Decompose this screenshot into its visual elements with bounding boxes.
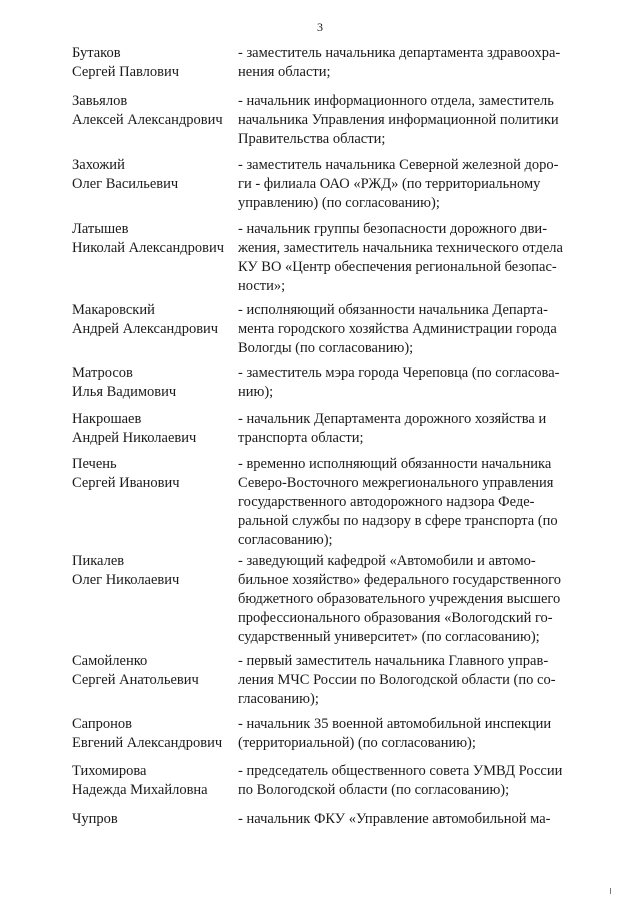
position-line: начальника Управления информационной политики: [238, 112, 559, 128]
member-surname: Латышев: [72, 221, 129, 237]
member-name: [72, 220, 242, 258]
member-given-names: Евгений Александрович: [72, 735, 223, 751]
position-line: ности»;: [238, 278, 286, 294]
position-line: (территориальной) (по согласованию);: [238, 735, 476, 751]
position-line: - начальник группы безопасности дорожного дви-: [238, 221, 548, 237]
member-name: [72, 652, 242, 690]
page-number: 3: [317, 20, 323, 34]
member-given-names: Олег Николаевич: [72, 572, 180, 588]
member-surname: Самойленко: [72, 653, 148, 669]
member-name: [72, 810, 242, 829]
member-given-names: Сергей Павлович: [72, 64, 180, 80]
member-surname: Бутаков: [72, 45, 121, 61]
member-position: [238, 301, 578, 358]
member-name: [72, 44, 242, 82]
position-line: - заведующий кафедрой «Автомобили и автомо-: [238, 553, 536, 569]
member-position: [238, 92, 578, 149]
position-line: нию);: [238, 384, 274, 400]
member-given-names: Андрей Николаевич: [72, 430, 197, 446]
member-given-names: Николай Александрович: [72, 240, 225, 256]
member-position: [238, 715, 578, 753]
position-line: Северо-Восточного межрегионального управления: [238, 475, 554, 491]
member-given-names: Надежда Михайловна: [72, 782, 208, 798]
member-surname: Накрошаев: [72, 411, 142, 427]
position-line: ральной службы по надзору в сфере транспорта (по: [238, 513, 558, 529]
member-given-names: Илья Вадимович: [72, 384, 177, 400]
position-line: государственного автодорожного надзора Феде-: [238, 494, 535, 510]
member-name: [72, 301, 242, 339]
position-line: мента городского хозяйства Администрации города: [238, 321, 557, 337]
position-line: сударственный университет» (по согласованию);: [238, 629, 540, 645]
position-line: - исполняющий обязанности начальника Департа-: [238, 302, 548, 318]
member-surname: Чупров: [72, 811, 118, 827]
member-name: [72, 92, 242, 130]
member-position: [238, 762, 578, 800]
member-surname: Завьялов: [72, 93, 128, 109]
member-position: [238, 220, 578, 296]
position-line: транспорта области;: [238, 430, 364, 446]
member-position: [238, 810, 578, 829]
position-line: КУ ВО «Центр обеспечения региональной безопас-: [238, 259, 557, 275]
member-name: [72, 156, 242, 194]
position-line: - временно исполняющий обязанности начальника: [238, 456, 552, 472]
position-line: Правительства области;: [238, 131, 386, 147]
position-line: нения области;: [238, 64, 331, 80]
member-position: [238, 410, 578, 448]
position-line: - заместитель начальника департамента здравоохра-: [238, 45, 561, 61]
member-given-names: Алексей Александрович: [72, 112, 223, 128]
member-name: [72, 715, 242, 753]
member-name: [72, 410, 242, 448]
position-line: по Вологодской области (по согласованию);: [238, 782, 510, 798]
member-surname: Сапронов: [72, 716, 133, 732]
member-given-names: Андрей Александрович: [72, 321, 219, 337]
position-line: управлению) (по согласованию);: [238, 195, 440, 211]
position-line: - первый заместитель начальника Главного управ-: [238, 653, 549, 669]
position-line: ги - филиала ОАО «РЖД» (по территориальному: [238, 176, 541, 192]
member-position: [238, 652, 578, 709]
member-position: [238, 44, 578, 82]
member-position: [238, 552, 578, 647]
member-surname: Макаровский: [72, 302, 155, 318]
member-surname: Захожий: [72, 157, 125, 173]
member-surname: Пикалев: [72, 553, 125, 569]
position-line: бюджетного образовательного учреждения высшего: [238, 591, 561, 607]
position-line: ления МЧС России по Вологодской области (по со-: [238, 672, 556, 688]
position-line: Вологды (по согласованию);: [238, 340, 414, 356]
member-name: [72, 552, 242, 590]
member-position: [238, 156, 578, 213]
member-given-names: Сергей Анатольевич: [72, 672, 199, 688]
position-line: - начальник 35 военной автомобильной инспекции: [238, 716, 552, 732]
position-line: жения, заместитель начальника технического отдела: [238, 240, 563, 256]
member-position: [238, 364, 578, 402]
member-surname: Печень: [72, 456, 117, 472]
position-line: - начальник Департамента дорожного хозяйства и: [238, 411, 547, 427]
scan-mark: [610, 888, 611, 894]
member-name: [72, 455, 242, 493]
position-line: - начальник ФКУ «Управление автомобильной ма-: [238, 811, 551, 827]
member-position: [238, 455, 578, 550]
member-given-names: Олег Васильевич: [72, 176, 179, 192]
position-line: согласованию);: [238, 532, 333, 548]
position-line: - начальник информационного отдела, заместитель: [238, 93, 554, 109]
position-line: гласованию);: [238, 691, 319, 707]
member-name: [72, 364, 242, 402]
position-line: - заместитель мэра города Череповца (по согласова-: [238, 365, 560, 381]
position-line: - председатель общественного совета УМВД России: [238, 763, 563, 779]
position-line: - заместитель начальника Северной железной доро-: [238, 157, 559, 173]
position-line: бильное хозяйство» федерального государственного: [238, 572, 561, 588]
member-name: [72, 762, 242, 800]
member-surname: Матросов: [72, 365, 133, 381]
member-surname: Тихомирова: [72, 763, 147, 779]
member-given-names: Сергей Иванович: [72, 475, 180, 491]
position-line: профессионального образования «Вологодский го-: [238, 610, 553, 626]
